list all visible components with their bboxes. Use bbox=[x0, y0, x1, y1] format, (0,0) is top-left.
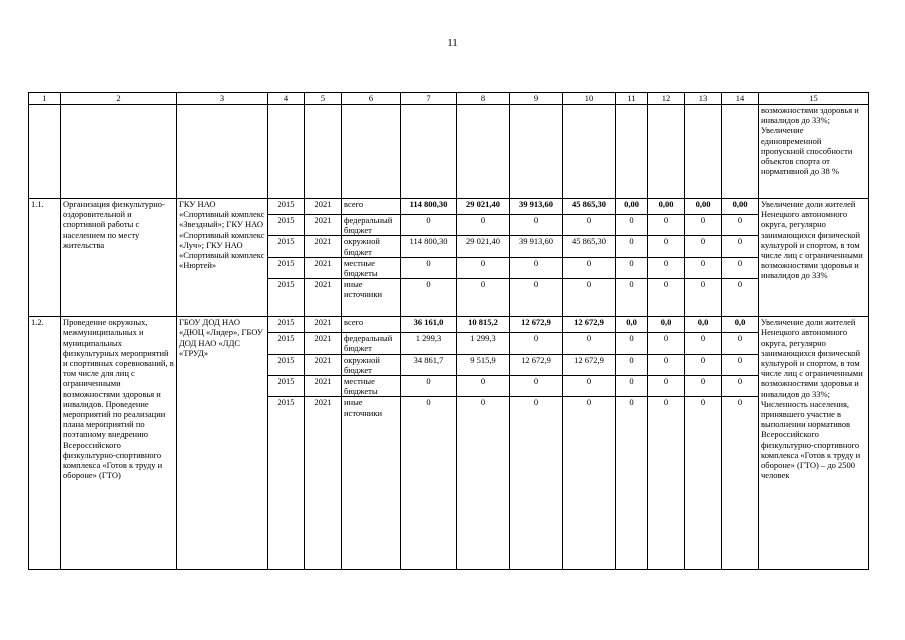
end-year: 2021 bbox=[305, 199, 342, 215]
start-year: 2015 bbox=[268, 279, 305, 317]
year-2020: 0,0 bbox=[685, 317, 722, 333]
header-cell: 4 bbox=[268, 93, 305, 105]
year-2016: 0 bbox=[510, 397, 563, 570]
year-2020: 0,00 bbox=[685, 199, 722, 215]
end-year: 2021 bbox=[305, 354, 342, 375]
year-2017: 0 bbox=[563, 257, 616, 278]
end-year: 2021 bbox=[305, 317, 342, 333]
year-2017: 0 bbox=[563, 376, 616, 397]
activity-name: Организация физкультурно-оздоровительной и спортивной работы с населением по месту жительства bbox=[61, 199, 177, 317]
header-cell: 6 bbox=[342, 93, 401, 105]
year-2020: 0 bbox=[685, 333, 722, 354]
year-2021: 0 bbox=[722, 397, 759, 570]
year-2015: 0 bbox=[457, 215, 510, 236]
year-2018: 0 bbox=[616, 236, 648, 257]
header-cell: 11 bbox=[616, 93, 648, 105]
year-2021: 0 bbox=[722, 215, 759, 236]
continuation-result: возможностями здоровья и инвалидов до 33%; Увеличение единовременной пропускной способности объектов спорта от нормативной до 38 % bbox=[759, 105, 869, 199]
total-amount: 0 bbox=[401, 215, 457, 236]
year-2019: 0,0 bbox=[648, 317, 685, 333]
year-2021: 0 bbox=[722, 279, 759, 317]
year-2016: 39 913,60 bbox=[510, 199, 563, 215]
year-2021: 0 bbox=[722, 257, 759, 278]
year-2021: 0,00 bbox=[722, 199, 759, 215]
funding-source: окружной бюджет bbox=[342, 354, 401, 375]
year-2015: 29 021,40 bbox=[457, 236, 510, 257]
year-2019: 0 bbox=[648, 376, 685, 397]
total-amount: 0 bbox=[401, 257, 457, 278]
funding-source: окружной бюджет bbox=[342, 236, 401, 257]
start-year: 2015 bbox=[268, 376, 305, 397]
year-2016: 12 672,9 bbox=[510, 354, 563, 375]
year-2021: 0 bbox=[722, 333, 759, 354]
expected-result: Увеличение доли жителей Ненецкого автономного округа, регулярно занимающихся физической культурой и спортом, в том числе лиц с ограниченными возможностями здоровья и инвалидов до 33%; Численность населения, принявшего участие в выполнении нормативов Всероссийского физкультурно-спортивного комплекса «Готов к труду и обороне» (ГТО) – до 2500 человек bbox=[759, 317, 869, 570]
header-cell: 3 bbox=[177, 93, 268, 105]
year-2015: 0 bbox=[457, 279, 510, 317]
total-amount: 114 800,30 bbox=[401, 199, 457, 215]
funding-source: федеральный бюджет bbox=[342, 333, 401, 354]
end-year: 2021 bbox=[305, 236, 342, 257]
activity-name: Проведение окружных, межмуниципальных и муниципальных физкультурных мероприятий и спортивных соревнований, в том числе для лиц с ограниченными возможностями здоровья и инвалидов. Проведение мероприятий по реализации плана мероприятий по поэтапному внедрению Всероссийского физкультурно-спортивного комплекса «Готов к труду и обороне» (ГТО) bbox=[61, 317, 177, 570]
year-2016: 0 bbox=[510, 257, 563, 278]
total-amount: 0 bbox=[401, 279, 457, 317]
total-amount: 0 bbox=[401, 397, 457, 570]
header-cell: 1 bbox=[29, 93, 61, 105]
funding-source: иные источники bbox=[342, 279, 401, 317]
year-2020: 0 bbox=[685, 257, 722, 278]
year-2020: 0 bbox=[685, 376, 722, 397]
year-2017: 0 bbox=[563, 215, 616, 236]
year-2016: 0 bbox=[510, 279, 563, 317]
page-number: 11 bbox=[447, 37, 458, 49]
year-2016: 39 913,60 bbox=[510, 236, 563, 257]
start-year: 2015 bbox=[268, 215, 305, 236]
start-year: 2015 bbox=[268, 317, 305, 333]
header-cell: 7 bbox=[401, 93, 457, 105]
table-row bbox=[29, 199, 869, 215]
total-amount: 114 800,30 bbox=[401, 236, 457, 257]
end-year: 2021 bbox=[305, 257, 342, 278]
year-2015: 0 bbox=[457, 257, 510, 278]
start-year: 2015 bbox=[268, 236, 305, 257]
year-2020: 0 bbox=[685, 279, 722, 317]
year-2015: 0 bbox=[457, 397, 510, 570]
year-2018: 0,0 bbox=[616, 317, 648, 333]
header-cell: 8 bbox=[457, 93, 510, 105]
funding-source: федеральный бюджет bbox=[342, 215, 401, 236]
table-body bbox=[29, 199, 869, 570]
header-cell: 12 bbox=[648, 93, 685, 105]
year-2015: 1 299,3 bbox=[457, 333, 510, 354]
header-cell: 15 bbox=[759, 93, 869, 105]
end-year: 2021 bbox=[305, 397, 342, 570]
end-year: 2021 bbox=[305, 215, 342, 236]
header-row bbox=[29, 93, 869, 105]
continuation-row bbox=[29, 105, 869, 199]
header-cell: 2 bbox=[61, 93, 177, 105]
year-2015: 29 021,40 bbox=[457, 199, 510, 215]
year-2019: 0,00 bbox=[648, 199, 685, 215]
year-2018: 0 bbox=[616, 257, 648, 278]
year-2019: 0 bbox=[648, 279, 685, 317]
year-2017: 0 bbox=[563, 397, 616, 570]
year-2021: 0 bbox=[722, 376, 759, 397]
year-2016: 0 bbox=[510, 376, 563, 397]
year-2015: 0 bbox=[457, 376, 510, 397]
year-2018: 0 bbox=[616, 279, 648, 317]
year-2019: 0 bbox=[648, 397, 685, 570]
activity-executor: ГКУ НАО «Спортивный комплекс «Звездный»; ГКУ НАО «Спортивный комплекс «Луч»; ГКУ НАО «Спортивный комплекс «Нюртей» bbox=[177, 199, 268, 317]
start-year: 2015 bbox=[268, 199, 305, 215]
year-2015: 10 815,2 bbox=[457, 317, 510, 333]
year-2016: 0 bbox=[510, 215, 563, 236]
expected-result: Увеличение доли жителей Ненецкого автономного округа, регулярно занимающихся физической культурой и спортом, в том числе лиц с ограниченными возможностями здоровья и инвалидов до 33% bbox=[759, 199, 869, 317]
year-2015: 9 515,9 bbox=[457, 354, 510, 375]
year-2021: 0,0 bbox=[722, 317, 759, 333]
year-2017: 12 672,9 bbox=[563, 354, 616, 375]
year-2017: 45 865,30 bbox=[563, 199, 616, 215]
year-2017: 12 672,9 bbox=[563, 317, 616, 333]
funding-source: иные источники bbox=[342, 397, 401, 570]
year-2019: 0 bbox=[648, 333, 685, 354]
activity-number: 1.2. bbox=[29, 317, 61, 570]
header-cell: 14 bbox=[722, 93, 759, 105]
year-2016: 0 bbox=[510, 333, 563, 354]
year-2018: 0 bbox=[616, 215, 648, 236]
year-2018: 0,00 bbox=[616, 199, 648, 215]
start-year: 2015 bbox=[268, 257, 305, 278]
year-2018: 0 bbox=[616, 376, 648, 397]
header-cell: 13 bbox=[685, 93, 722, 105]
funding-source: всего bbox=[342, 317, 401, 333]
total-amount: 1 299,3 bbox=[401, 333, 457, 354]
end-year: 2021 bbox=[305, 333, 342, 354]
year-2020: 0 bbox=[685, 215, 722, 236]
header-cell: 5 bbox=[305, 93, 342, 105]
total-amount: 0 bbox=[401, 376, 457, 397]
year-2020: 0 bbox=[685, 354, 722, 375]
year-2018: 0 bbox=[616, 397, 648, 570]
start-year: 2015 bbox=[268, 333, 305, 354]
start-year: 2015 bbox=[268, 354, 305, 375]
funding-source: местные бюджеты bbox=[342, 257, 401, 278]
total-amount: 36 161,0 bbox=[401, 317, 457, 333]
year-2020: 0 bbox=[685, 397, 722, 570]
year-2020: 0 bbox=[685, 236, 722, 257]
year-2019: 0 bbox=[648, 215, 685, 236]
year-2017: 45 865,30 bbox=[563, 236, 616, 257]
year-2018: 0 bbox=[616, 354, 648, 375]
year-2017: 0 bbox=[563, 279, 616, 317]
year-2016: 12 672,9 bbox=[510, 317, 563, 333]
activity-number: 1.1. bbox=[29, 199, 61, 317]
end-year: 2021 bbox=[305, 279, 342, 317]
year-2021: 0 bbox=[722, 236, 759, 257]
year-2019: 0 bbox=[648, 236, 685, 257]
year-2018: 0 bbox=[616, 333, 648, 354]
end-year: 2021 bbox=[305, 376, 342, 397]
funding-source: местные бюджеты bbox=[342, 376, 401, 397]
funding-source: всего bbox=[342, 199, 401, 215]
total-amount: 34 861,7 bbox=[401, 354, 457, 375]
year-2019: 0 bbox=[648, 354, 685, 375]
start-year: 2015 bbox=[268, 397, 305, 570]
program-table bbox=[28, 92, 869, 570]
year-2017: 0 bbox=[563, 333, 616, 354]
year-2021: 0 bbox=[722, 354, 759, 375]
header-cell: 9 bbox=[510, 93, 563, 105]
header-cell: 10 bbox=[563, 93, 616, 105]
year-2019: 0 bbox=[648, 257, 685, 278]
table-row bbox=[29, 317, 869, 333]
activity-executor: ГБОУ ДОД НАО «ДЮЦ «Лидер», ГБОУ ДОД НАО «ЛДС «ТРУД» bbox=[177, 317, 268, 570]
